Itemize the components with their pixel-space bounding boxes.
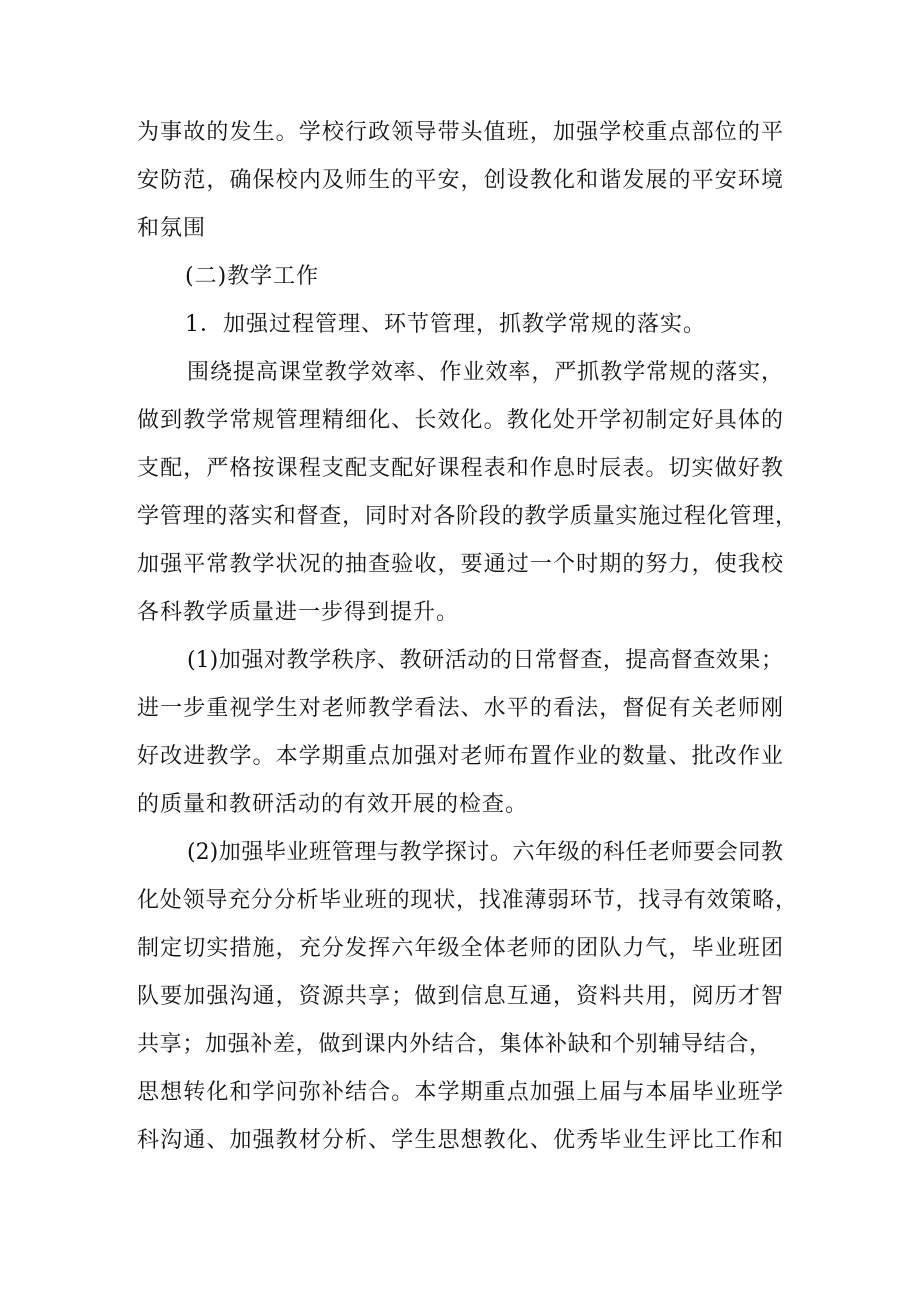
text-line: 进一步重视学生对老师教学看法、水平的看法，督促有关老师刚 [137,696,783,721]
text-line: 围绕提高课堂教学效率、作业效率，严抓教学常规的落实， [187,360,783,385]
text-line: 各科教学质量进一步得到提升。 [137,600,460,625]
intro-paragraph [137,109,797,253]
text-line: (1)加强对教学秩序、教研活动的日常督查，提高督查效果； [187,648,783,673]
text-line: 化处领导充分分析毕业班的现状，找准薄弱环节，找寻有效策略， [137,888,797,913]
body-paragraph [137,349,797,637]
text-line: 思想转化和学问弥补结合。本学期重点加强上届与本届毕业班学 [137,1080,783,1105]
text-line: 做到教学常规管理精细化、长效化。教化处开学初制定好具体的 [137,408,783,433]
section-heading [137,253,797,301]
text-line: 支配，严格按课程支配支配好课程表和作息时辰表。切实做好教 [137,456,783,481]
list-item-2 [137,829,797,1165]
text-line: 和氛围 [137,216,207,241]
text-line: 科沟通、加强教材分析、学生思想教化、优秀毕业生评比工作和 [137,1128,783,1153]
subsection-heading-text: 1．加强过程管理、环节管理，抓教学常规的落实。 [185,312,706,337]
text-line: (2)加强毕业班管理与教学探讨。六年级的科任老师要会同教 [187,840,783,865]
text-line: 好改进教学。本学期重点加强对老师布置作业的数量、批改作业 [137,744,783,769]
text-line: 制定切实措施，充分发挥六年级全体老师的团队力气，毕业班团 [137,936,783,961]
text-line: 安防范，确保校内及师生的平安，创设教化和谐发展的平安环境 [137,168,783,193]
text-line: 学管理的落实和督查，同时对各阶段的教学质量实施过程化管理， [137,504,797,529]
subsection-heading [137,301,797,349]
text-line: 为事故的发生。学校行政领导带头值班，加强学校重点部位的平 [137,120,783,145]
text-line: 的质量和教研活动的有效开展的检查。 [137,792,529,817]
text-line: 队要加强沟通，资源共享；做到信息互通，资料共用，阅历才智 [137,984,783,1009]
text-line: 共享；加强补差，做到课内外结合，集体补缺和个别辅导结合， [137,1032,771,1057]
document-text [137,109,797,1165]
text-line: 加强平常教学状况的抽查验收，要通过一个时期的努力，使我校 [137,552,783,577]
section-heading-text: (二)教学工作 [185,264,320,289]
list-item-1 [137,637,797,829]
